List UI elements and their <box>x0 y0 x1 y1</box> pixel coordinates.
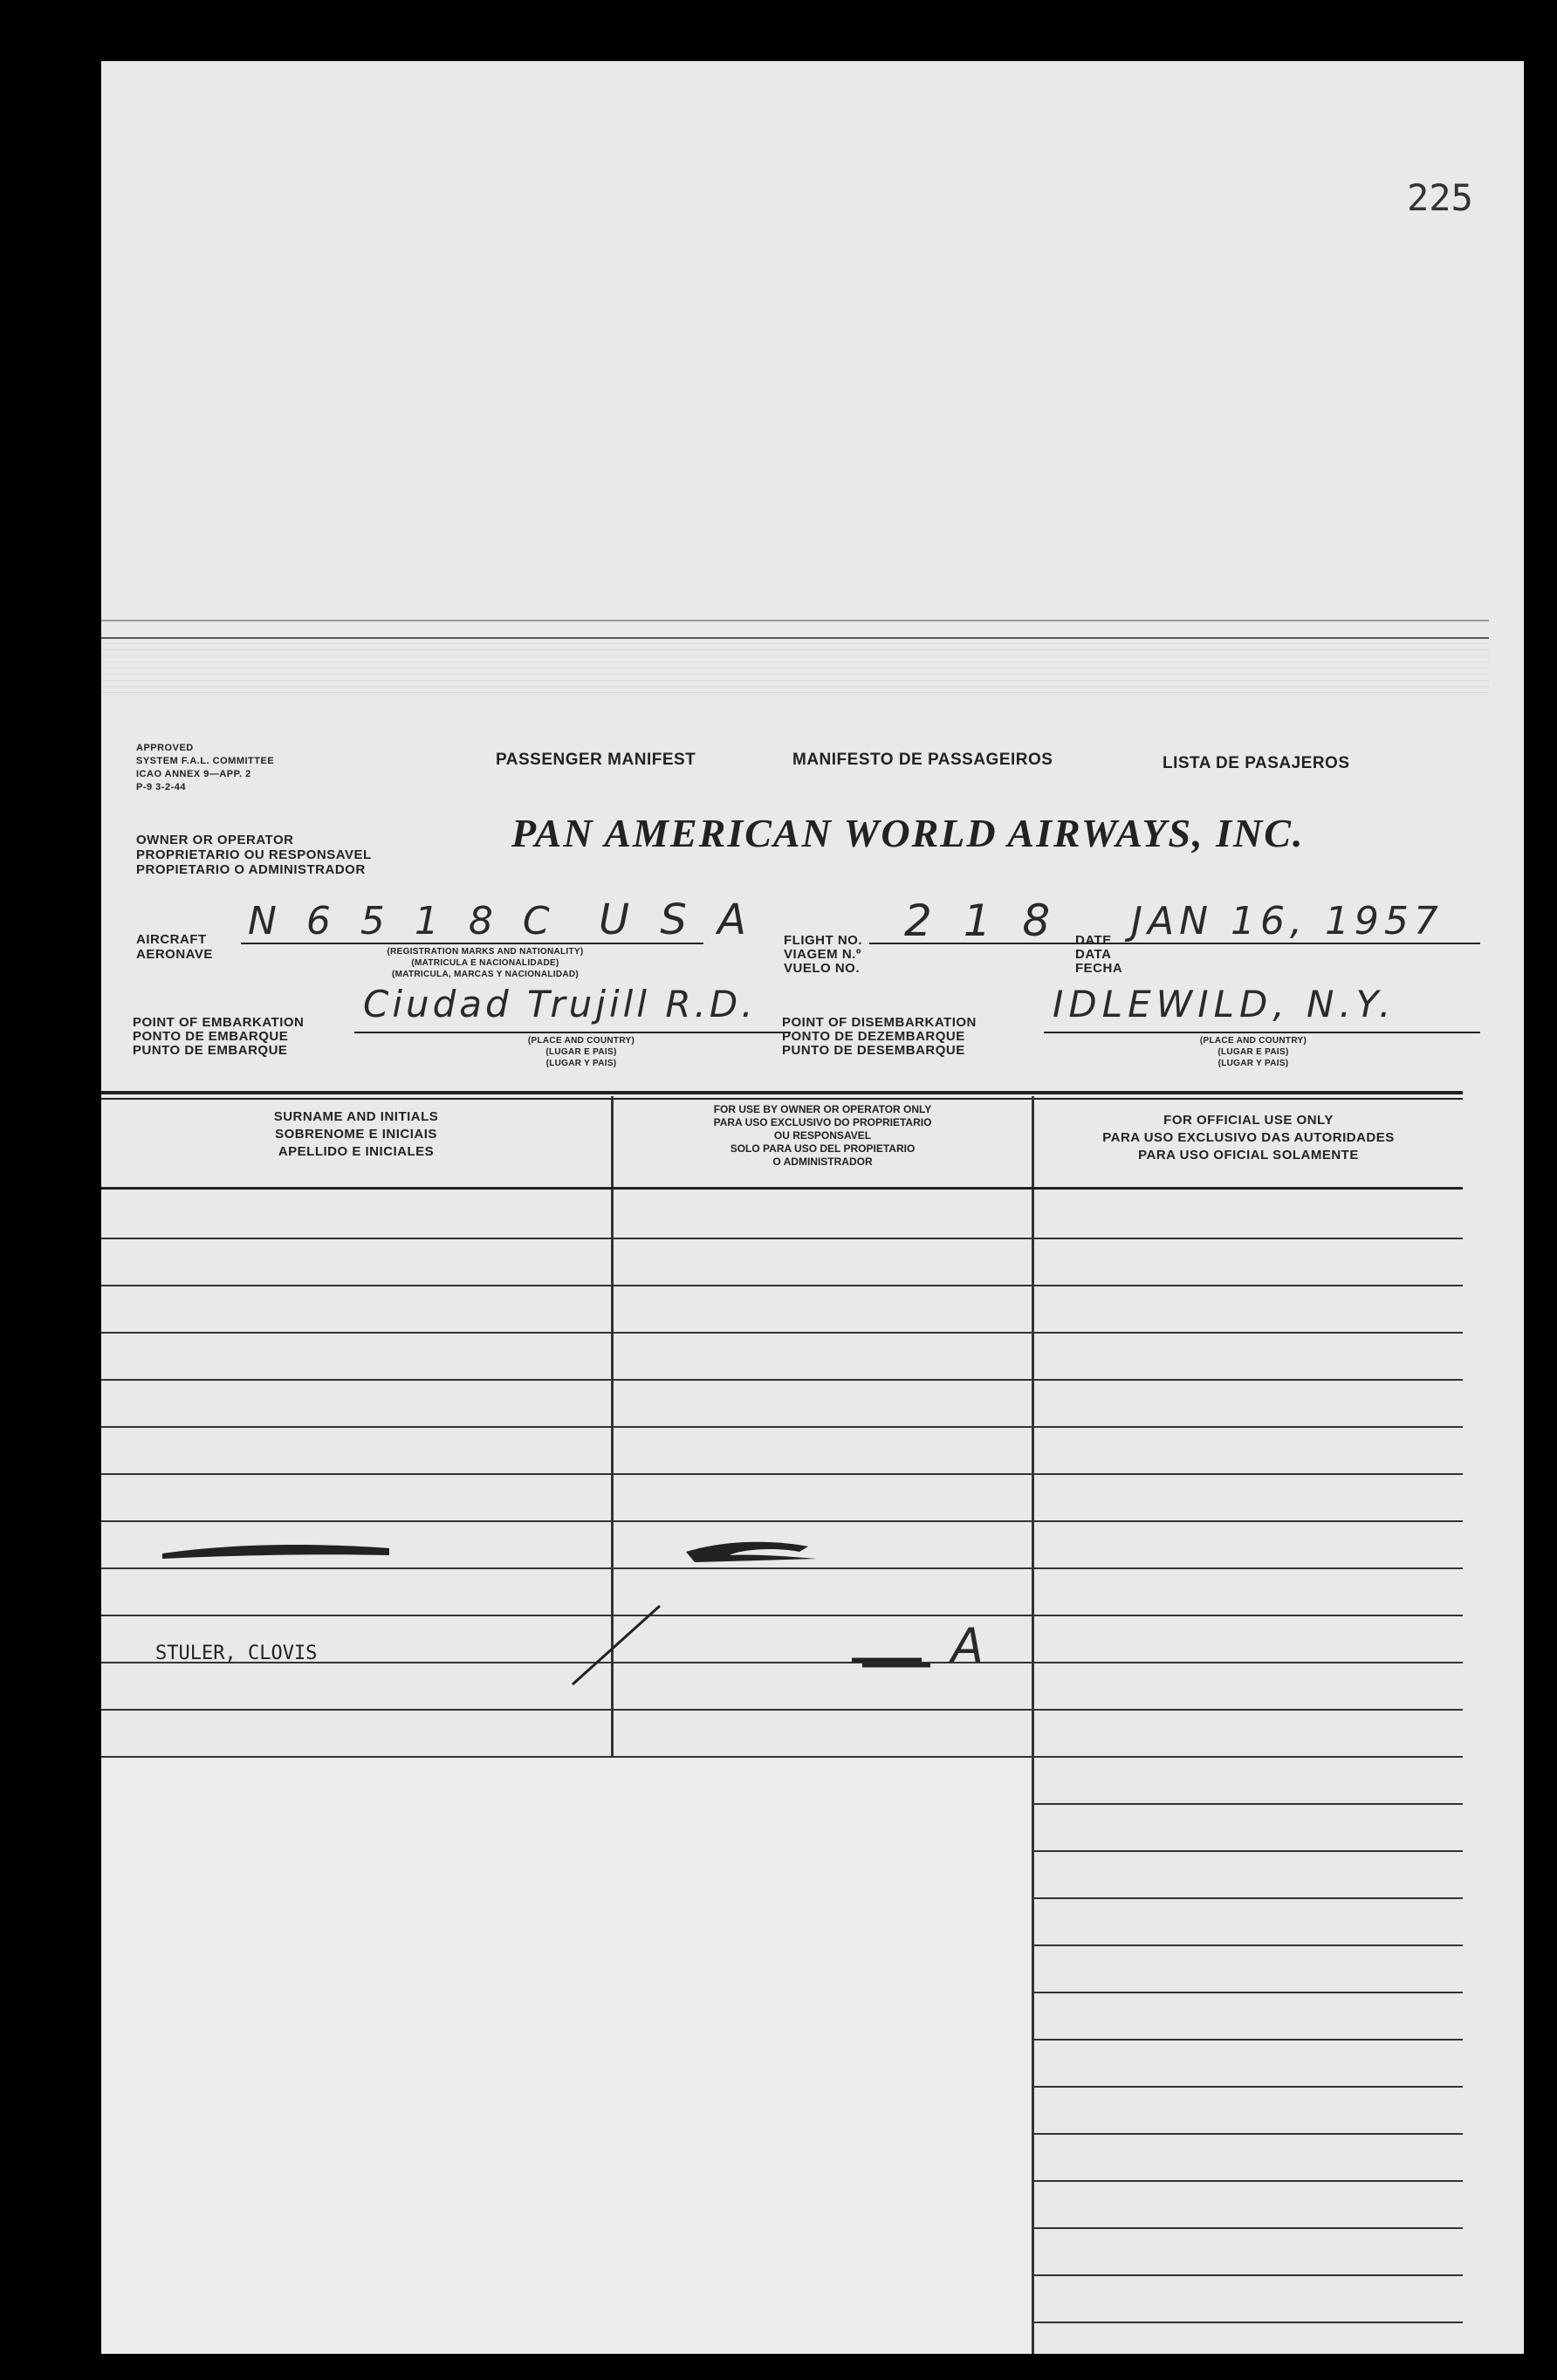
blank-area-fade <box>590 1719 1032 2354</box>
approval-line: SYSTEM F.A.L. COMMITTEE <box>136 756 275 766</box>
flight-label: VIAGEM N.º <box>784 947 861 962</box>
approval-line: APPROVED <box>136 743 194 753</box>
owner-label: PROPRIETARIO OU RESPONSAVEL <box>136 847 372 862</box>
aircraft-nationality: U S A <box>599 895 755 944</box>
date-label: FECHA <box>1075 961 1123 976</box>
disembarkation-sublabel: (LUGAR E PAIS) <box>1217 1047 1289 1057</box>
aircraft-label-pt: AERONAVE <box>136 947 213 962</box>
title-es: LISTA DE PASAJEROS <box>1163 754 1350 772</box>
column-header-line: APELLIDO E INICIALES <box>278 1144 435 1159</box>
disembarkation-sublabel: (LUGAR Y PAIS) <box>1217 1059 1289 1068</box>
row-rule <box>101 1332 1463 1334</box>
passenger-name: STULER, CLOVIS <box>155 1643 318 1664</box>
owner-label: OWNER OR OPERATOR <box>136 833 294 847</box>
page-number: 225 <box>1407 176 1473 219</box>
column-header-line: PARA USO OFICIAL SOLAMENTE <box>1138 1148 1359 1163</box>
row-rule <box>101 1379 1463 1381</box>
row-rule <box>101 1473 1463 1475</box>
embarkation-label: PONTO DE EMBARQUE <box>133 1029 289 1044</box>
manifest-sheet <box>101 61 1524 2354</box>
row-rule <box>101 1426 1463 1428</box>
title-en: PASSENGER MANIFEST <box>496 751 696 769</box>
disembarkation-sublabel: (PLACE AND COUNTRY) <box>1199 1036 1307 1046</box>
embarkation-sublabel: (LUGAR E PAIS) <box>545 1047 617 1057</box>
row-rule <box>101 1709 1463 1711</box>
embarkation-value: Ciudad Trujill R.D. <box>363 983 757 1025</box>
column-header-line: O ADMINISTRADOR <box>772 1156 873 1168</box>
column-header-line: FOR USE BY OWNER OR OPERATOR ONLY <box>713 1103 932 1115</box>
embarkation-label: POINT OF EMBARKATION <box>133 1015 305 1030</box>
date-label: DATE <box>1075 933 1112 948</box>
approval-line: ICAO ANNEX 9—APP. 2 <box>136 769 251 779</box>
operator-name: PAN AMERICAN WORLD AIRWAYS, INC. <box>511 811 1305 855</box>
column-header-line: SOLO PARA USO DEL PROPIETARIO <box>730 1142 916 1155</box>
flight-label: VUELO NO. <box>784 961 861 976</box>
column-header-line: FOR OFFICIAL USE ONLY <box>1163 1113 1334 1128</box>
aircraft-sublabel: (MATRICULA, MARCAS Y NACIONALIDAD) <box>391 970 580 979</box>
disembarkation-label: PUNTO DE DESEMBARQUE <box>782 1043 965 1058</box>
disembarkation-value: IDLEWILD, N.Y. <box>1053 983 1396 1025</box>
aircraft-label-en: AIRCRAFT <box>136 932 207 947</box>
embarkation-sublabel: (LUGAR Y PAIS) <box>545 1059 617 1068</box>
row-rule <box>101 1238 1463 1239</box>
embarkation-label: PUNTO DE EMBARQUE <box>133 1043 288 1058</box>
date-label: DATA <box>1075 947 1112 962</box>
disembarkation-label: PONTO DE DEZEMBARQUE <box>782 1029 965 1044</box>
passenger-mark: A <box>951 1618 992 1673</box>
row-rule <box>101 1285 1463 1286</box>
flight-number: 2 1 8 <box>904 895 1060 946</box>
passenger-marks <box>555 1597 991 1693</box>
row-rule <box>101 1520 1463 1522</box>
column-header-line: PARA USO EXCLUSIVO DAS AUTORIDADES <box>1102 1130 1395 1145</box>
title-pt: MANIFESTO DE PASSAGEIROS <box>792 751 1053 769</box>
flight-label: FLIGHT NO. <box>784 933 862 948</box>
flight-date: JAN 16, 1957 <box>1131 899 1444 943</box>
column-header-line: SURNAME AND INITIALS <box>273 1109 439 1124</box>
disembarkation-label: POINT OF DISEMBARKATION <box>782 1015 977 1030</box>
aircraft-registration: N 6 5 1 8 C <box>248 899 559 943</box>
column-header-line: SOBRENOME E INICIAIS <box>275 1127 437 1142</box>
embarkation-sublabel: (PLACE AND COUNTRY) <box>527 1036 635 1046</box>
aircraft-sublabel: (MATRICULA E NACIONALIDADE) <box>411 958 559 968</box>
column-header-line: OU RESPONSAVEL <box>773 1129 872 1142</box>
owner-label: PROPIETARIO O ADMINISTRADOR <box>136 862 366 877</box>
approval-line: P-9 3-2-44 <box>136 782 186 792</box>
column-header-line: PARA USO EXCLUSIVO DO PROPRIETARIO <box>713 1116 932 1128</box>
aircraft-sublabel: (REGISTRATION MARKS AND NATIONALITY) <box>387 947 584 957</box>
